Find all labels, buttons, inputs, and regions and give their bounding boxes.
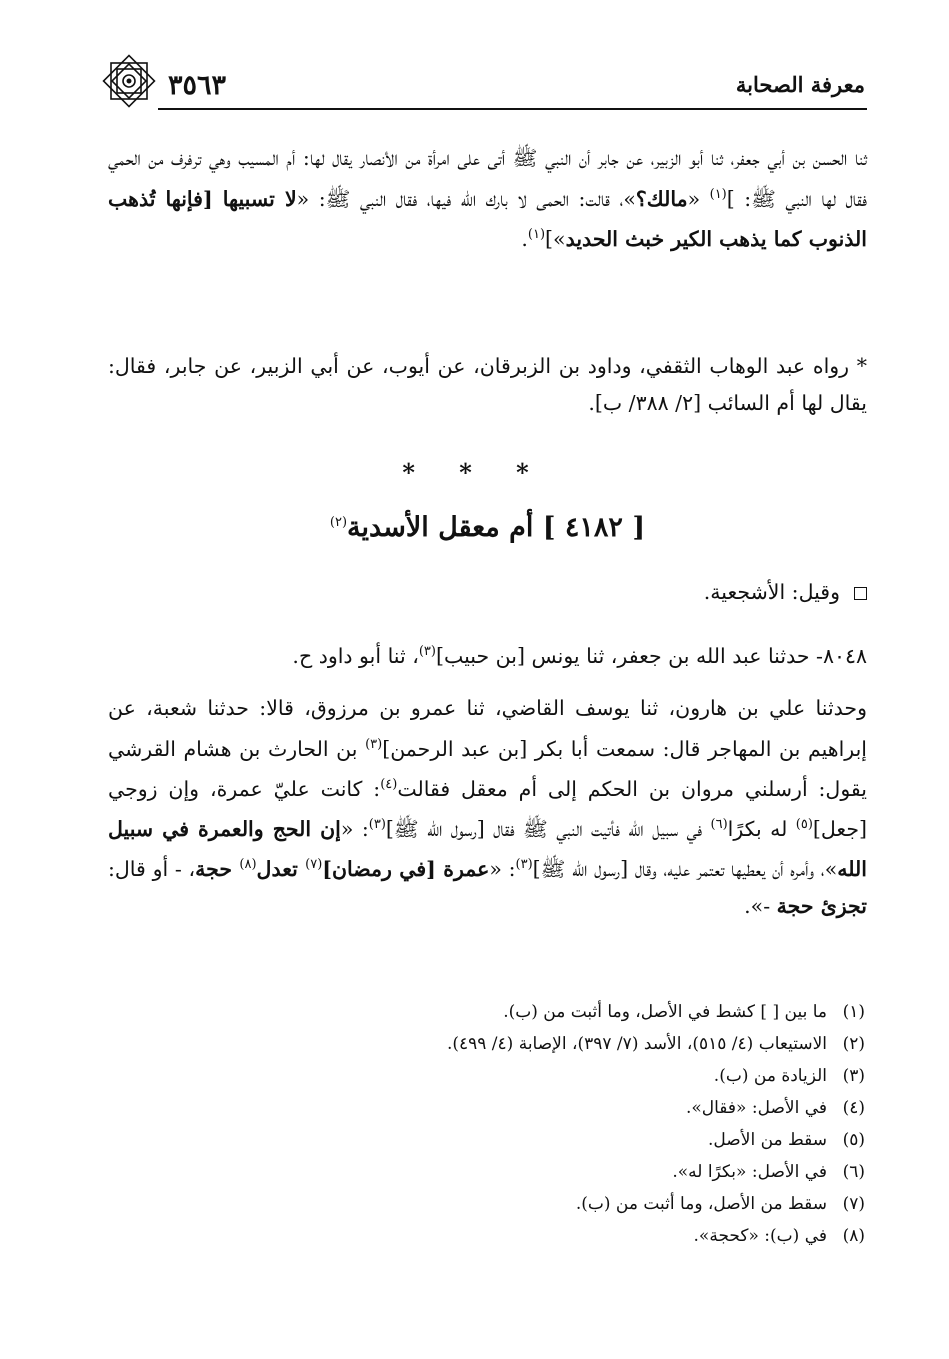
prophetic-quote: تجزئ حجة	[776, 893, 867, 918]
footnote-ref: (٢)	[329, 515, 348, 530]
alternate-name-line	[108, 574, 867, 611]
entry-heading	[108, 512, 867, 543]
narration-note: * رواه عبد الوهاب الثقفي، وداود بن الزبرقان، عن أيوب، عن أبي الزبير، عن جابر، فقال: يقال لها أم السائب [٢/ ٣٨٨/ ب].	[108, 354, 867, 415]
hadith-paragraph-2	[108, 690, 867, 924]
text-segment: وقيل: الأشجعية.	[703, 580, 840, 604]
prophetic-quote: حجة	[195, 857, 240, 882]
footnote-ref: (٣)	[418, 644, 436, 659]
prophetic-quote: لا تسبيها [فإنها تُذهب الذنوب كما يذهب الكير خبث الحديد	[108, 186, 867, 251]
footnotes-section	[108, 996, 865, 1252]
text-segment: ، ثنا أبو داود ح.	[292, 643, 419, 668]
footnote-text: الاستيعاب (٤/ ٥١٥)، الأسد (٧/ ٣٩٧)، الإصابة (٤/ ٤٩٩).	[446, 1034, 827, 1054]
footnote-ref: (٧)	[305, 857, 323, 873]
text-segment: بن الحارث بن هشام القرشي يقول: أرسلني مروان بن الحكم إلى أم معقل فقالت	[108, 736, 867, 801]
footnote-item	[108, 1156, 865, 1188]
text-segment: : كانت عليّ عمرة، وإن زوجي [جعل]	[108, 776, 867, 841]
footnote-text: في الأصل: «فقال».	[685, 1098, 827, 1118]
text-segment: ، - أو قال:	[108, 857, 196, 882]
footnote-ref: (١)	[527, 226, 546, 242]
footnote-number: (٣)	[842, 1066, 865, 1086]
footnote-number: (٧)	[842, 1194, 865, 1214]
text-segment: ٨٠٤٨- حدثنا عبد الله بن جعفر، ثنا يونس [بن حبيب]	[435, 643, 867, 668]
footnote-ref: (٤)	[380, 776, 398, 792]
footnote-number: (٨)	[842, 1226, 865, 1246]
footnote-item	[108, 1188, 865, 1220]
footnote-ref: (٣)	[365, 736, 383, 752]
text-segment: -».	[744, 893, 777, 918]
footnote-ref: (١)	[709, 186, 727, 202]
page-number: ٣٥٦٣	[168, 70, 227, 101]
footnote-item	[108, 996, 865, 1028]
text-segment: ثنا الحسن بن أبي جعفر، ثنا أبو الزبير، عن جابر أن النبي ﷺ أتى على امرأة من الأنصار يقال لها: أم المسيب وهي ترفرف من الحمي فقال لها النبي ﷺ: ]	[108, 146, 868, 211]
text-segment: .	[521, 226, 528, 251]
footnote-ref: (٨)	[239, 857, 257, 873]
page-header	[100, 60, 865, 112]
octagonal-star-ornament-icon	[100, 52, 158, 110]
footnote-text: في (ب): «كحجة».	[693, 1226, 827, 1246]
footnote-ref: (٥)	[795, 817, 813, 833]
text-segment: «	[687, 186, 710, 211]
prophetic-quote: عمرة [في رمضان]	[322, 857, 490, 882]
footnote-ref: (٣)	[368, 817, 386, 833]
text-segment: »]	[545, 226, 566, 251]
prophetic-quote: إن الحج والعمرة في سبيل الله	[108, 816, 868, 882]
footnote-item	[108, 1220, 865, 1252]
hadith-paragraph-1	[108, 140, 867, 257]
header-divider	[158, 108, 867, 110]
text-segment: »، وأمره أن يعطيها تعتمر عليه، وقال [رسول الله ﷺ]	[532, 857, 838, 882]
footnote-text: سقط من الأصل.	[708, 1130, 827, 1150]
text-segment: في سبيل الله فأتيت النبي ﷺ فقال [رسول الله ﷺ]	[385, 816, 711, 841]
footnote-text: الزيادة من (ب).	[713, 1066, 827, 1086]
text-segment: : «	[489, 857, 516, 882]
square-bullet-icon	[854, 587, 867, 600]
prophetic-quote: مالك؟	[635, 186, 688, 211]
text-segment: له بكرًا	[727, 816, 796, 841]
book-title: معرفة الصحابة	[735, 72, 865, 97]
section-separator: * * *	[402, 458, 547, 487]
footnote-number: (٦)	[842, 1162, 865, 1182]
footnote-number: (٤)	[842, 1098, 865, 1118]
entry-title: [ ٤١٨٢ ] أم معقل الأسدية	[347, 512, 646, 543]
footnote-ref: (٦)	[710, 817, 728, 833]
footnote-ref: (٣)	[515, 857, 533, 873]
footnote-number: (١)	[842, 1002, 865, 1022]
prophetic-quote: تعدل	[256, 857, 306, 882]
footnote-item	[108, 1060, 865, 1092]
footnote-item	[108, 1124, 865, 1156]
text-segment: وحدثنا علي بن هارون، ثنا يوسف القاضي، ثنا عمرو بن مرزوق، قالا: حدثنا شعبة، عن إبراهيم بن المهاجر قال: سمعت أبا بكر [بن عبد الرحمن]	[108, 696, 867, 761]
text-segment: : «	[340, 816, 369, 841]
footnote-text: ما بين [ ] كشط في الأصل، وما أثبت من (ب).	[503, 1002, 827, 1022]
footnote-text: سقط من الأصل، وما أثبت من (ب).	[575, 1194, 827, 1214]
footnote-item	[108, 1092, 865, 1124]
footnote-item	[108, 1028, 865, 1060]
hadith-chain-line	[108, 634, 867, 674]
text-segment: »، قالت: الحمى لا بارك الله فيها، فقال النبي ﷺ: «	[296, 186, 636, 211]
footnote-number: (٥)	[842, 1130, 865, 1150]
footnote-text: في الأصل: «بكرًا له».	[672, 1162, 827, 1182]
footnote-number: (٢)	[842, 1034, 865, 1054]
